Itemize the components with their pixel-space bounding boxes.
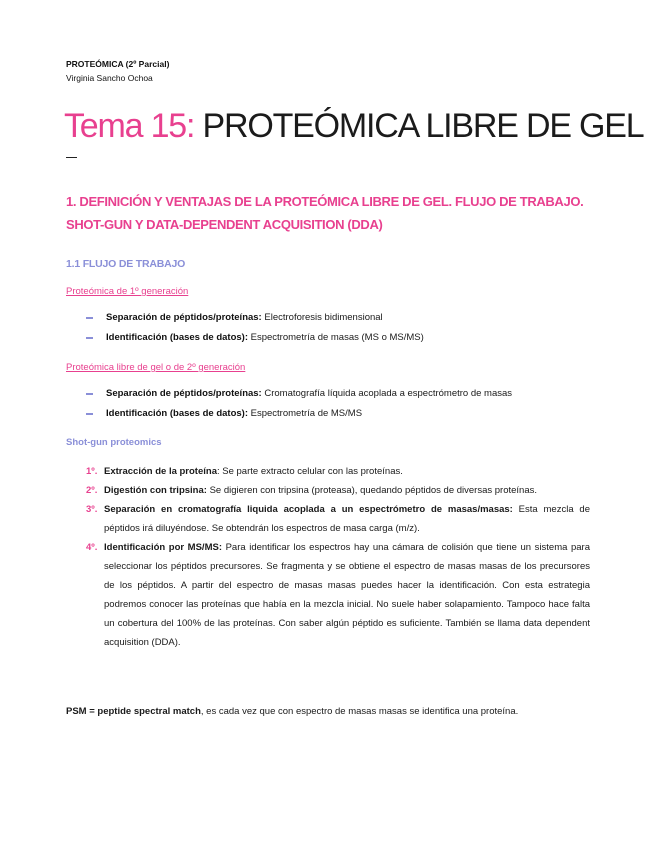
shotgun-heading: Shot-gun proteomics <box>66 437 162 448</box>
step-label: Extracción de la proteína <box>104 466 217 477</box>
dash-bullet-icon <box>86 337 93 339</box>
section-heading: 1. DEFINICIÓN Y VENTAJAS DE LA PROTEÓMICA LIBRE DE GEL. FLUJO DE TRABAJO. SHOT-GUN Y DATA-DEPENDENT ACQUISITION (DDA) <box>66 194 584 232</box>
dash-bullet-icon <box>86 413 93 415</box>
item-label: Separación de péptidos/proteínas: <box>106 312 262 323</box>
step-item <box>86 462 590 481</box>
list-item <box>86 308 424 328</box>
step-text: Esta mezcla de péptidos irá diluyéndose. Se obtendrán los espectros de masa carga (m/z). <box>104 504 590 534</box>
psm-text: , es cada vez que con espectro de masas masas se identifica una proteína. <box>200 706 519 717</box>
psm-label: PSM = peptide spectral match <box>66 706 201 717</box>
gen1-list <box>86 308 424 348</box>
item-text: Cromatografía líquida acoplada a espectrómetro de masas <box>261 388 513 399</box>
step-item <box>86 481 590 500</box>
step-text: Para identificar los espectros hay una cámara de colisión que tiene un sistema para seleccionar los péptidos precursores. Se fragmenta y se obtiene el espectro de masas masas de los precursores de los péptidos. A partir del espectro de masas masas puedes hacer la identificación. Con esta estrategia podremos conocer las proteínas que había en la mezcla inicial. No suele haber solapamiento. Tampoco hace falta un cobertura del 100% de las proteínas. Con saber algún péptido es suficiente. También se llama data dependent acquisition (DDA). <box>104 542 590 648</box>
shotgun-steps <box>86 462 590 652</box>
step-item <box>86 538 590 652</box>
list-item <box>86 328 424 348</box>
header-course: PROTEÓMICA (2º Parcial) <box>66 59 170 69</box>
step-number: 2º. <box>86 485 98 496</box>
page-title <box>64 104 643 148</box>
title-prefix: Tema 15: <box>64 107 195 145</box>
psm-paragraph <box>66 702 590 721</box>
dash-bullet-icon <box>86 317 93 319</box>
gen2-list <box>86 384 512 424</box>
gen1-heading: Proteómica de 1º generación <box>66 286 189 297</box>
step-number: 3º. <box>86 504 98 515</box>
item-text: Espectrometría de MS/MS <box>248 408 363 419</box>
title-divider <box>66 157 77 158</box>
step-text: : Se parte extracto celular con las proteínas. <box>216 466 403 477</box>
gen2-heading: Proteómica libre de gel o de 2º generación <box>66 362 246 373</box>
item-text: Electroforesis bidimensional <box>261 312 383 323</box>
item-label: Identificación (bases de datos): <box>106 332 248 343</box>
item-label: Separación de péptidos/proteínas: <box>106 388 262 399</box>
dash-bullet-icon <box>86 393 93 395</box>
step-number: 4º. <box>86 542 98 553</box>
step-label: Digestión con tripsina: <box>104 485 207 496</box>
step-text: Se digieren con tripsina (proteasa), quedando péptidos de diversas proteínas. <box>206 485 538 496</box>
header-author: Virginia Sancho Ochoa <box>66 73 153 83</box>
step-number: 1º. <box>86 466 98 477</box>
step-item <box>86 500 590 538</box>
step-label: Separación en cromatografía liquida acoplada a un espectrómetro de masas/masas: <box>104 504 513 515</box>
title-main: PROTEÓMICA LIBRE DE GEL <box>202 107 644 145</box>
subsection-heading: 1.1 FLUJO DE TRABAJO <box>66 258 186 270</box>
item-text: Espectrometría de masas (MS o MS/MS) <box>248 332 424 343</box>
item-label: Identificación (bases de datos): <box>106 408 248 419</box>
document-header <box>66 57 169 85</box>
step-label: Identificación por MS/MS: <box>104 542 222 553</box>
list-item <box>86 384 512 404</box>
list-item <box>86 404 512 424</box>
